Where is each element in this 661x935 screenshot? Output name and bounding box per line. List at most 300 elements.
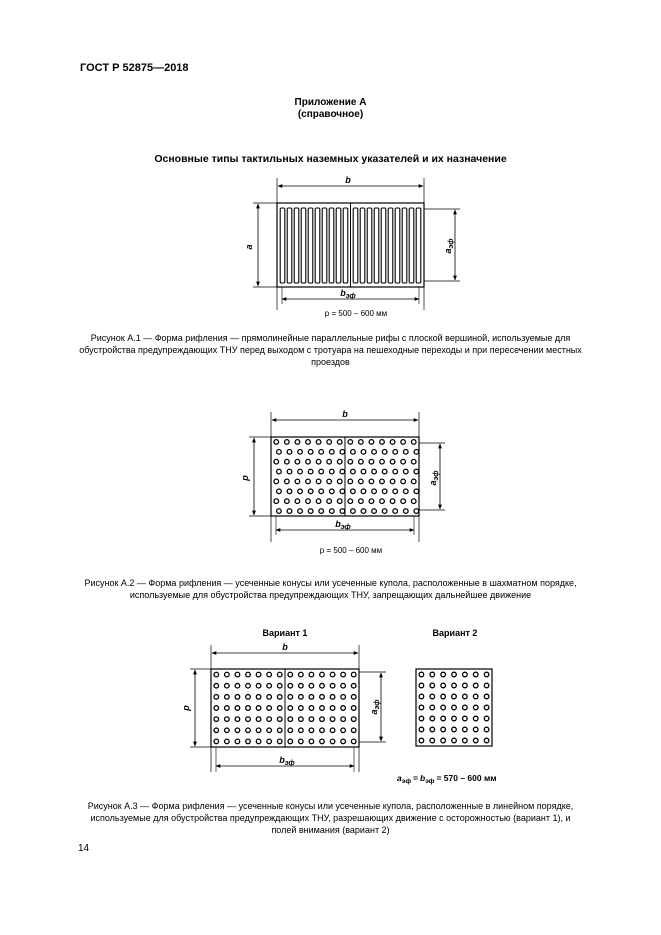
- cone: [299, 706, 304, 711]
- cone: [463, 738, 468, 743]
- cone: [351, 695, 356, 700]
- cone: [390, 499, 395, 504]
- cone: [256, 706, 261, 711]
- a1-label-aeff: a: [443, 248, 453, 254]
- a3-label-aeff: a: [369, 709, 379, 715]
- cone: [288, 695, 293, 700]
- cone: [441, 705, 446, 710]
- formula-a: a: [397, 773, 402, 783]
- cone: [327, 459, 332, 464]
- cone: [288, 683, 293, 688]
- cone: [393, 489, 398, 494]
- formula-a-idx: эф: [401, 778, 412, 785]
- cone: [351, 728, 356, 733]
- cone: [299, 672, 304, 677]
- cone: [287, 509, 292, 514]
- cone: [329, 450, 334, 455]
- cone: [225, 728, 230, 733]
- cone: [246, 706, 251, 711]
- cone: [277, 469, 282, 474]
- cone: [329, 509, 334, 514]
- a2-label-beff-idx: эф: [340, 524, 351, 531]
- cone: [390, 459, 395, 464]
- cone: [306, 459, 311, 464]
- a1-label-b: b: [345, 175, 351, 185]
- cone: [225, 706, 230, 711]
- a1-label-beff-idx: эф: [345, 293, 356, 300]
- cone: [382, 469, 387, 474]
- cone: [320, 706, 325, 711]
- cone: [473, 672, 478, 677]
- cone: [463, 683, 468, 688]
- cone: [351, 509, 356, 514]
- cone: [348, 440, 353, 445]
- cone: [320, 717, 325, 722]
- a3-label-aeff-idx: эф: [374, 699, 381, 710]
- cone: [256, 683, 261, 688]
- cone: [419, 705, 424, 710]
- cone: [256, 728, 261, 733]
- cone: [214, 683, 219, 688]
- cone: [419, 694, 424, 699]
- cone: [430, 705, 435, 710]
- cone: [414, 489, 419, 494]
- cone: [288, 728, 293, 733]
- appendix-title: Приложение А: [294, 97, 367, 108]
- cone: [320, 728, 325, 733]
- cone: [246, 739, 251, 744]
- cone: [330, 672, 335, 677]
- cone: [473, 727, 478, 732]
- cone: [430, 738, 435, 743]
- cone: [484, 738, 489, 743]
- cone: [419, 738, 424, 743]
- cone: [419, 727, 424, 732]
- cone: [484, 705, 489, 710]
- cone: [401, 459, 406, 464]
- cone: [288, 739, 293, 744]
- cone: [441, 727, 446, 732]
- cone: [299, 683, 304, 688]
- cone: [330, 717, 335, 722]
- formula-eq: =: [413, 773, 418, 783]
- svg-text:aэф: [428, 471, 440, 486]
- cone: [411, 479, 416, 484]
- cone: [380, 479, 385, 484]
- cone: [452, 738, 457, 743]
- cone: [372, 450, 377, 455]
- cone: [308, 489, 313, 494]
- cone: [341, 717, 346, 722]
- cone: [277, 672, 282, 677]
- cone: [287, 469, 292, 474]
- caption-a1: Рисунок А.1 — Форма рифления — прямолинейные параллельные рифы с плоской вершиной, используемые для обустройства предупреждающих ТНУ перед выходом с тротуара на пешеходные переходы и при пересечении местных проездов: [79, 333, 582, 367]
- cone: [267, 695, 272, 700]
- cone: [359, 459, 364, 464]
- cone: [463, 727, 468, 732]
- svg-text:bэф: [335, 519, 350, 531]
- cone: [246, 695, 251, 700]
- cone: [369, 459, 374, 464]
- cone: [430, 694, 435, 699]
- cone: [419, 672, 424, 677]
- cone: [267, 706, 272, 711]
- cone: [246, 717, 251, 722]
- cone: [330, 728, 335, 733]
- cone: [452, 683, 457, 688]
- cone: [295, 479, 300, 484]
- cone: [441, 672, 446, 677]
- cone: [285, 459, 290, 464]
- cone: [235, 672, 240, 677]
- cone: [225, 683, 230, 688]
- a1-label-aeff-idx: эф: [448, 238, 455, 249]
- cone: [419, 683, 424, 688]
- cone: [361, 509, 366, 514]
- caption-a3: Рисунок А.3 — Форма рифления — усеченные конусы или усеченные купола, расположенные в линейном порядке, используемые для обустройства предупреждающих ТНУ, разрешающих движение с осторожностью (вариант 1), и полей внимания (вариант 2): [87, 801, 574, 835]
- cone: [277, 509, 282, 514]
- cone: [214, 695, 219, 700]
- cone: [463, 694, 468, 699]
- cone: [320, 695, 325, 700]
- cone: [484, 672, 489, 677]
- cone: [430, 716, 435, 721]
- cone: [214, 706, 219, 711]
- cone: [473, 683, 478, 688]
- cone: [372, 489, 377, 494]
- cone: [267, 739, 272, 744]
- cone: [309, 672, 314, 677]
- cone: [463, 705, 468, 710]
- cone: [327, 479, 332, 484]
- cone: [401, 479, 406, 484]
- cone: [414, 450, 419, 455]
- cone: [316, 459, 321, 464]
- cone: [330, 706, 335, 711]
- cone: [337, 459, 342, 464]
- cone: [320, 739, 325, 744]
- cone: [327, 499, 332, 504]
- cone: [316, 440, 321, 445]
- cone: [452, 716, 457, 721]
- cone: [288, 717, 293, 722]
- cone: [473, 738, 478, 743]
- svg-text:bэф: [279, 755, 294, 767]
- cone: [340, 509, 345, 514]
- cone: [340, 450, 345, 455]
- cone: [309, 717, 314, 722]
- cone: [411, 459, 416, 464]
- cone: [390, 479, 395, 484]
- cone: [287, 489, 292, 494]
- cone: [351, 717, 356, 722]
- formula-rest: = 570 – 600 мм: [436, 773, 497, 783]
- cone: [225, 717, 230, 722]
- cone: [274, 440, 279, 445]
- cone: [285, 499, 290, 504]
- a2-label-b: b: [342, 409, 348, 419]
- cone: [267, 717, 272, 722]
- cone: [299, 728, 304, 733]
- cone: [369, 479, 374, 484]
- cone: [484, 727, 489, 732]
- cone: [246, 728, 251, 733]
- cone: [341, 695, 346, 700]
- cone: [246, 672, 251, 677]
- a1-label-a: a: [244, 244, 254, 250]
- cone: [401, 499, 406, 504]
- formula-b-idx: эф: [425, 778, 435, 785]
- cone: [298, 509, 303, 514]
- cone: [235, 695, 240, 700]
- cone: [277, 706, 282, 711]
- cone: [452, 727, 457, 732]
- figure-a1: [244, 175, 460, 318]
- cone: [274, 499, 279, 504]
- cone: [382, 489, 387, 494]
- cone: [340, 469, 345, 474]
- cone: [372, 509, 377, 514]
- cone: [319, 469, 324, 474]
- svg-text:bэф: [340, 288, 355, 300]
- formula-b: b: [419, 773, 426, 783]
- cone: [372, 469, 377, 474]
- cone: [235, 728, 240, 733]
- cone: [382, 450, 387, 455]
- cone: [361, 489, 366, 494]
- cone: [295, 440, 300, 445]
- cone: [214, 728, 219, 733]
- cone: [369, 499, 374, 504]
- cone: [430, 683, 435, 688]
- appendix-subtitle: (справочное): [297, 109, 364, 120]
- caption-a2: Рисунок А.2 — Форма рифления — усеченные конусы или усеченные купола, расположенные в шахматном порядке, используемые для обустройства предупреждающих ТНУ, запрещающих дальнейшее движение: [84, 578, 577, 600]
- svg-text:aэф: [369, 700, 381, 715]
- cone: [341, 683, 346, 688]
- a1-label-beff: b: [340, 288, 346, 298]
- a2-label-aeff-idx: эф: [433, 470, 440, 481]
- cone: [484, 694, 489, 699]
- cone: [348, 459, 353, 464]
- cone: [351, 706, 356, 711]
- cone: [452, 705, 457, 710]
- cone: [359, 499, 364, 504]
- cone: [309, 739, 314, 744]
- cone: [235, 683, 240, 688]
- cone: [320, 683, 325, 688]
- cone: [484, 683, 489, 688]
- cone: [319, 509, 324, 514]
- document-code: ГОСТ Р 52875—2018: [80, 62, 189, 74]
- cone: [463, 672, 468, 677]
- cone: [285, 479, 290, 484]
- cone: [361, 450, 366, 455]
- a3-label-beff: b: [279, 755, 285, 765]
- cone: [351, 469, 356, 474]
- cone: [288, 706, 293, 711]
- cone: [393, 450, 398, 455]
- cone: [403, 489, 408, 494]
- cone: [348, 499, 353, 504]
- cone: [267, 683, 272, 688]
- cone: [441, 716, 446, 721]
- cone: [309, 683, 314, 688]
- cone: [256, 739, 261, 744]
- cone: [274, 479, 279, 484]
- cone: [401, 440, 406, 445]
- cone: [308, 509, 313, 514]
- cone: [351, 739, 356, 744]
- variant-2-label: Вариант 2: [432, 628, 478, 638]
- cone: [308, 450, 313, 455]
- cone: [225, 672, 230, 677]
- cone: [267, 728, 272, 733]
- cone: [285, 440, 290, 445]
- cone: [214, 717, 219, 722]
- cone: [235, 706, 240, 711]
- cone: [327, 440, 332, 445]
- cone: [306, 499, 311, 504]
- a2-label-beff: b: [335, 519, 341, 529]
- cone: [309, 695, 314, 700]
- a2-label-aeff: a: [428, 480, 438, 486]
- cone: [298, 489, 303, 494]
- cone: [319, 489, 324, 494]
- cone: [277, 695, 282, 700]
- cone: [330, 683, 335, 688]
- cone: [277, 728, 282, 733]
- cone: [214, 739, 219, 744]
- svg-text:aэф=bэф= 570 – 600 мм: [397, 773, 497, 785]
- a2-pitch: p = 500 – 600 мм: [319, 546, 383, 555]
- cone: [277, 450, 282, 455]
- cone: [295, 459, 300, 464]
- cone: [351, 683, 356, 688]
- cone: [340, 489, 345, 494]
- a2-label-p: p: [240, 475, 250, 481]
- figure-a3: [181, 628, 497, 785]
- cone: [382, 509, 387, 514]
- a3-label-b: b: [282, 642, 288, 652]
- a3-label-p: p: [181, 705, 191, 711]
- cone: [473, 705, 478, 710]
- cone: [246, 683, 251, 688]
- cone: [359, 479, 364, 484]
- cone: [295, 499, 300, 504]
- cone: [463, 716, 468, 721]
- cone: [288, 672, 293, 677]
- cone: [235, 717, 240, 722]
- cone: [403, 450, 408, 455]
- cone: [393, 509, 398, 514]
- cone: [473, 716, 478, 721]
- cone: [337, 440, 342, 445]
- cone: [380, 459, 385, 464]
- cone: [411, 440, 416, 445]
- cone: [306, 479, 311, 484]
- page-number: 14: [78, 843, 90, 854]
- cone: [452, 694, 457, 699]
- cone: [277, 739, 282, 744]
- cone: [256, 695, 261, 700]
- cone: [411, 499, 416, 504]
- cone: [267, 672, 272, 677]
- cone: [277, 717, 282, 722]
- cone: [298, 469, 303, 474]
- cone: [390, 440, 395, 445]
- cone: [441, 683, 446, 688]
- cone: [337, 499, 342, 504]
- cone: [359, 440, 364, 445]
- cone: [403, 509, 408, 514]
- cone: [320, 672, 325, 677]
- cone: [329, 489, 334, 494]
- cone: [369, 440, 374, 445]
- cone: [473, 694, 478, 699]
- section-title: Основные типы тактильных наземных указателей и их назначение: [154, 153, 507, 165]
- cone: [341, 739, 346, 744]
- cone: [341, 728, 346, 733]
- cone: [299, 717, 304, 722]
- cone: [484, 716, 489, 721]
- cone: [380, 440, 385, 445]
- cone: [235, 739, 240, 744]
- cone: [419, 716, 424, 721]
- cone: [351, 672, 356, 677]
- variant-1-label: Вариант 1: [262, 628, 308, 638]
- figure-a2: [240, 409, 445, 555]
- cone: [330, 739, 335, 744]
- cone: [299, 695, 304, 700]
- cone: [277, 489, 282, 494]
- cone: [277, 683, 282, 688]
- cone: [274, 459, 279, 464]
- cone: [316, 499, 321, 504]
- cone: [414, 469, 419, 474]
- cone: [441, 694, 446, 699]
- cone: [298, 450, 303, 455]
- a1-pitch: p = 500 – 600 мм: [324, 309, 388, 318]
- cone: [256, 672, 261, 677]
- cone: [337, 479, 342, 484]
- cone: [341, 706, 346, 711]
- cone: [441, 738, 446, 743]
- cone: [316, 479, 321, 484]
- cone: [403, 469, 408, 474]
- a3-label-beff-idx: эф: [284, 760, 295, 767]
- svg-text:aэф: [443, 239, 455, 254]
- cone: [452, 672, 457, 677]
- cone: [309, 706, 314, 711]
- cone: [214, 672, 219, 677]
- cone: [393, 469, 398, 474]
- cone: [225, 739, 230, 744]
- cone: [287, 450, 292, 455]
- cone: [306, 440, 311, 445]
- cone: [308, 469, 313, 474]
- cone: [329, 469, 334, 474]
- cone: [430, 727, 435, 732]
- cone: [361, 469, 366, 474]
- cone: [380, 499, 385, 504]
- cone: [330, 695, 335, 700]
- cone: [341, 672, 346, 677]
- cone: [299, 739, 304, 744]
- cone: [351, 450, 356, 455]
- cone: [225, 695, 230, 700]
- cone: [414, 509, 419, 514]
- cone: [430, 672, 435, 677]
